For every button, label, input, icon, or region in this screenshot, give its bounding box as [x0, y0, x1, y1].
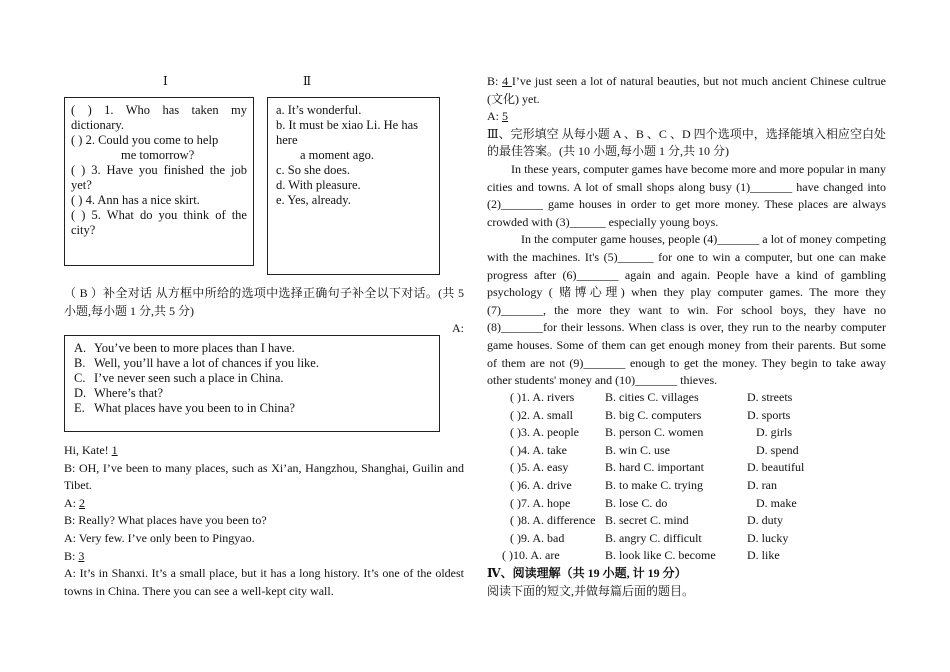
blank-2[interactable]: 2 — [79, 495, 85, 510]
choice-bc: B. angry C. difficult — [605, 530, 702, 545]
choice-bc: B. lose C. do — [605, 495, 668, 510]
answer-b: b. It must be xiao Li. He has here — [276, 118, 418, 147]
cloze-choices — [502, 389, 890, 565]
choice-d: D. beautiful — [747, 460, 805, 475]
choice-d: D. duty — [747, 513, 783, 528]
choice-bc: B. person C. women — [605, 425, 704, 440]
section-4-instruction: 阅读下面的短文,并做每篇后面的题目。 — [487, 583, 695, 598]
dialog-line-2: B: OH, I’ve been to many places, such as Xi’an, Hangzhou, Shanghai, Guilin and Tibet. — [64, 460, 464, 493]
dialog-line-1 — [64, 442, 464, 460]
question-4: ( ) 4. Ann has a nice skirt. — [71, 193, 200, 207]
choice-bc: B. to make C. trying — [605, 477, 703, 492]
option-text: Where’s that? — [94, 386, 164, 400]
choice-a: ( )3. A. people — [510, 425, 579, 440]
dialog-text: B: — [64, 548, 79, 563]
right-top — [487, 73, 886, 161]
choice-a: ( )10. A. are — [502, 548, 560, 563]
blank-5[interactable]: 5 — [502, 109, 508, 124]
dialog-text: I’ve just seen a lot of natural beauties, but not much ancient Chinese cultrue (文化) yet. — [487, 74, 886, 106]
cloze-passage — [487, 161, 886, 390]
option-a — [74, 341, 430, 356]
dialog-text: B: — [487, 74, 503, 88]
options-box — [64, 335, 440, 432]
choice-bc: B. win C. use — [605, 442, 671, 457]
choice-a: ( )5. A. easy — [510, 460, 569, 475]
answer-b-cont: a moment ago. — [300, 148, 374, 162]
question-1: ( ) 1. Who has taken my dictionary. — [71, 103, 247, 132]
answers-box — [267, 97, 440, 275]
dialog-line-4: B: Really? What places have you been to? — [64, 513, 267, 528]
option-b — [74, 356, 430, 371]
option-text: What places have you been to in China? — [94, 401, 295, 415]
answer-d: d. With pleasure. — [276, 178, 361, 192]
dialog-line-5: A: Very few. I’ve only been to Pingyao. — [64, 530, 255, 545]
choice-a: ( )6. A. drive — [510, 477, 572, 492]
dialog — [64, 442, 464, 600]
dialog-text: A: — [64, 495, 79, 510]
question-2: ( ) 2. Could you come to help — [71, 133, 219, 147]
choice-a: ( )7. A. hope — [510, 495, 571, 510]
choice-bc: B. hard C. important — [605, 460, 704, 475]
dialog-line-9 — [487, 108, 886, 126]
choice-bc: B. secret C. mind — [605, 513, 689, 528]
question-2-cont: me tomorrow? — [121, 148, 195, 162]
option-key: A. — [74, 341, 87, 355]
choice-bc: B. look like C. become — [605, 548, 716, 563]
section-3-title: Ⅲ、完形填空 从每小题 A 、B 、C 、D 四个选项中，选择能填入相应空白处的最佳答案。(共 10 小题,每小题 1 分,共 10 分) — [487, 126, 886, 159]
choice-row-8[interactable] — [510, 512, 890, 530]
blank-4[interactable]: 4 — [502, 74, 512, 88]
dialog-text: A: — [487, 109, 502, 124]
choice-d: D. girls — [747, 425, 792, 440]
choice-row-7[interactable] — [510, 495, 890, 513]
option-e — [74, 401, 430, 416]
choice-a: ( )2. A. small — [510, 407, 573, 422]
dialog-text: Hi, Kate! — [64, 443, 112, 457]
question-3: ( ) 3. Have you finished the job yet? — [71, 163, 247, 192]
question-5: ( ) 5. What do you think of the city? — [71, 208, 247, 237]
section-4-title: Ⅳ、阅读理解（共 19 小题, 计 19 分） — [487, 566, 687, 580]
choice-row-2[interactable] — [510, 407, 890, 425]
option-text: I’ve never seen such a place in China. — [94, 371, 284, 385]
choice-row-9[interactable] — [510, 530, 890, 548]
choice-a: ( )4. A. take — [510, 442, 567, 457]
column-label-1: Ⅰ — [163, 74, 168, 88]
option-d — [74, 386, 430, 401]
choice-a: ( )9. A. bad — [510, 530, 565, 545]
questions-box — [64, 97, 254, 266]
choice-d: D. streets — [747, 390, 793, 404]
choice-row-3[interactable] — [510, 424, 890, 442]
choice-bc: B. cities C. villages — [605, 390, 699, 404]
option-text: You’ve been to more places than I have. — [94, 341, 295, 355]
choice-bc: B. big C. computers — [605, 407, 702, 422]
choice-d: D. like — [747, 548, 780, 563]
dialog-line-6 — [64, 548, 464, 566]
blank-3[interactable]: 3 — [78, 548, 85, 563]
option-key: B. — [74, 356, 86, 370]
answer-a: a. It’s wonderful. — [276, 103, 362, 117]
choice-d: D. ran — [747, 477, 777, 492]
choice-d: D. make — [747, 495, 797, 510]
option-text: Well, you’ll have a lot of chances if you like. — [94, 356, 319, 370]
passage-paragraph-1: In these years, computer games have become more and more popular in many cities and towns. A lot of small shops along busy (1)_______ have changed into (2)_______ game houses in order to get more money. These places are always crowded with (3)______ especially young boys. — [487, 162, 886, 229]
choice-d: D. sports — [747, 407, 791, 422]
choice-row-5[interactable] — [510, 459, 890, 477]
a-label: A: — [452, 321, 464, 335]
choice-row-10[interactable] — [502, 547, 890, 565]
choice-a: ( )1. A. rivers — [510, 390, 575, 404]
choice-d: D. lucky — [747, 530, 789, 545]
passage-paragraph-2: In the computer game houses, people (4)_______ a lot of money competing with the machines. It's (5)______ for one to win a computer, but one can make progress after (6)_______ again and again. People have a kind of gambling psychology ( 赌博心理) when they play computer games. The more they (7)_______, the more they want to win. For school boys, they have no (8)_______for their lessons. When class is over, they run to the nearby computer game houses. Some of them can get enough money from their parents. But some of them are not (9)_______ enough to get the money. They begin to take away other students' money and (10)_______ thieves. — [487, 232, 886, 388]
option-key: C. — [74, 371, 86, 385]
option-c — [74, 371, 430, 386]
choice-row-4[interactable] — [510, 442, 890, 460]
dialog-line-7: A: It’s in Shanxi. It’s a small place, but it has a long history. It’s one of the oldest towns in China. There you can see a well-kept city wall. — [64, 566, 464, 598]
dialog-line-3 — [64, 495, 464, 513]
blank-1[interactable]: 1 — [111, 443, 118, 457]
section-4 — [487, 565, 886, 600]
answer-c: c. So she does. — [276, 163, 350, 177]
choice-row-1[interactable] — [510, 389, 890, 407]
column-label-2: Ⅱ — [303, 74, 312, 88]
choice-row-6[interactable] — [510, 477, 890, 495]
choice-a: ( )8. A. difference — [510, 513, 596, 528]
section-b-instruction: （ B ）补全对话 从方框中所给的选项中选择正确句子补全以下对话。(共 5 小题,每小题 1 分,共 5 分) — [64, 286, 464, 318]
dialog-line-8 — [487, 73, 886, 108]
choice-d: D. spend — [747, 442, 799, 457]
answer-e: e. Yes, already. — [276, 193, 351, 207]
option-key: D. — [74, 386, 87, 400]
option-key: E. — [74, 401, 85, 415]
